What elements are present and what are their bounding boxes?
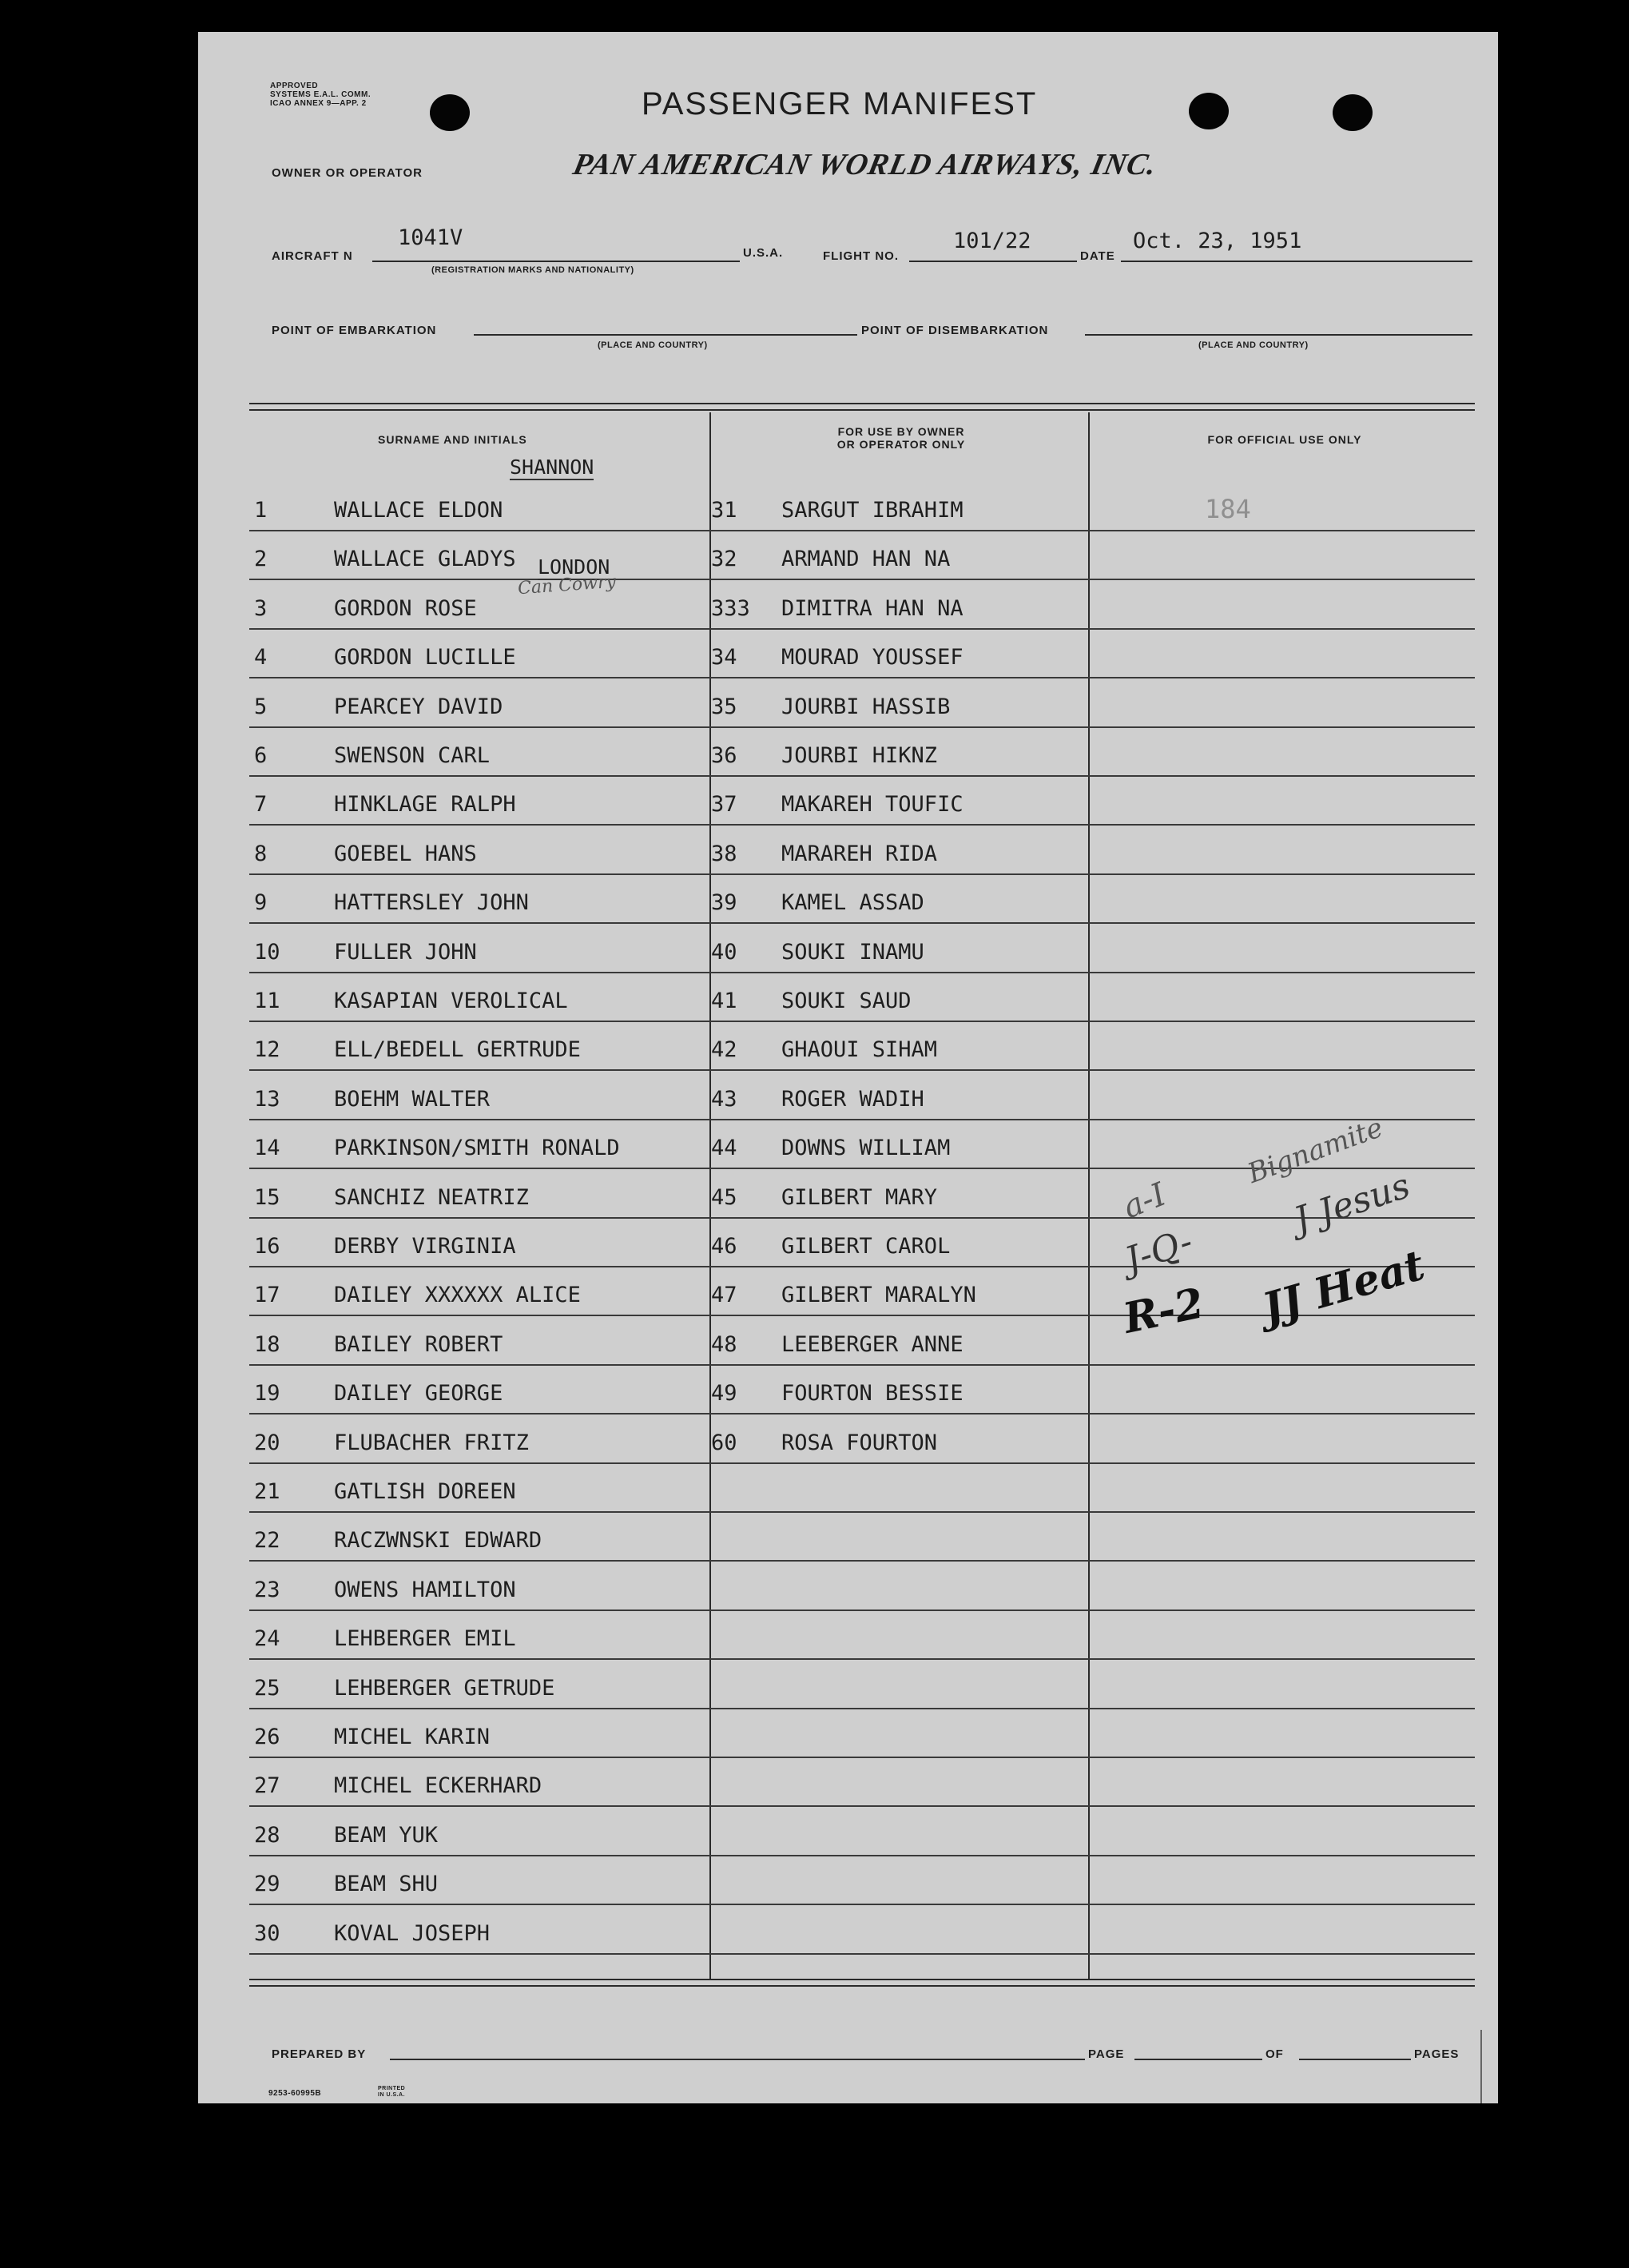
embarkation-label: POINT OF EMBARKATION (272, 324, 437, 337)
row-number: 18 (254, 1331, 280, 1357)
table-row (198, 1479, 1498, 1528)
row-number: 6 (254, 743, 268, 768)
table-row (198, 645, 1498, 694)
row-rule (249, 1855, 1475, 1856)
passenger-name: FLUBACHER FRITZ (334, 1430, 529, 1455)
annotation-shannon: SHANNON (510, 456, 594, 479)
passenger-name-secondary: MOURAD YOUSSEF (781, 645, 963, 670)
passenger-name-secondary: SOUKI INAMU (781, 939, 924, 965)
passenger-name: KOVAL JOSEPH (334, 1920, 491, 1946)
row-number: 24 (254, 1626, 280, 1652)
table-row (198, 547, 1498, 595)
table-row (198, 1872, 1498, 1920)
handwritten-r: R-2 (1118, 1279, 1209, 1343)
row-number: 17 (254, 1283, 280, 1308)
passenger-name: KASAPIAN VEROLICAL (334, 989, 568, 1013)
passenger-name: FULLER JOHN (334, 939, 477, 965)
passenger-name-secondary: ROGER WADIH (781, 1086, 924, 1112)
table-row (198, 1921, 1498, 1970)
row-number-secondary: 37 (711, 792, 737, 818)
disembarkation-label: POINT OF DISEMBARKATION (861, 324, 1049, 337)
flight-label: FLIGHT NO. (823, 249, 899, 263)
table-row (198, 743, 1498, 792)
passenger-name: HINKLAGE RALPH (334, 792, 516, 818)
row-number-secondary: 42 (711, 1037, 737, 1063)
row-number-secondary: 32 (711, 547, 737, 572)
approval-line: APPROVED (270, 82, 319, 90)
row-number: 19 (254, 1381, 280, 1407)
form-code: 9253-60995B (268, 2089, 322, 2098)
manifest-sheet (198, 32, 1498, 2103)
row-rule (249, 628, 1475, 630)
row-rule (249, 1560, 1475, 1562)
column-header-owner (713, 425, 1089, 451)
flight-number: 101/22 (953, 229, 1031, 253)
of-label: OF (1265, 2047, 1284, 2061)
passenger-name-secondary: GILBERT MARY (781, 1184, 938, 1210)
aircraft-sublabel: (REGISTRATION MARKS AND NATIONALITY) (431, 265, 634, 275)
passenger-name: WALLACE ELDON (334, 498, 503, 523)
row-number-secondary: 35 (711, 694, 737, 719)
row-number-secondary: 39 (711, 890, 737, 916)
row-number-secondary: 44 (711, 1136, 737, 1161)
row-number: 12 (254, 1037, 280, 1063)
page-label: PAGE (1088, 2047, 1125, 2061)
passenger-name-secondary: JOURBI HASSIB (781, 694, 951, 719)
passenger-name-secondary: JOURBI HIKNZ (781, 743, 938, 768)
passenger-name-secondary: FOURTON BESSIE (781, 1381, 963, 1407)
table-row (198, 1430, 1498, 1479)
table-row (198, 989, 1498, 1037)
table-row (198, 1676, 1498, 1725)
row-number: 27 (254, 1773, 280, 1799)
row-number-secondary: 36 (711, 743, 737, 768)
passenger-name: DAILEY GEORGE (334, 1381, 503, 1407)
row-rule (249, 1069, 1475, 1071)
row-number: 4 (254, 645, 268, 670)
flight-date: Oct. 23, 1951 (1133, 229, 1302, 253)
row-number-secondary: 47 (711, 1283, 737, 1308)
row-number: 30 (254, 1920, 280, 1946)
passenger-name-secondary: GHAOUI SIHAM (781, 1037, 938, 1063)
row-number: 3 (254, 595, 268, 621)
passenger-name: GORDON ROSE (334, 595, 477, 621)
table-row (198, 1773, 1498, 1822)
passenger-name: BAILEY ROBERT (334, 1331, 503, 1357)
row-rule (249, 1217, 1475, 1219)
usa-label: U.S.A. (743, 246, 784, 260)
passenger-name-secondary: SOUKI SAUD (781, 989, 912, 1013)
row-rule (249, 530, 1475, 531)
table-row (198, 1578, 1498, 1626)
row-number: 11 (254, 989, 280, 1013)
row-number: 29 (254, 1872, 280, 1897)
row-rule (249, 726, 1475, 728)
passenger-name: PEARCEY DAVID (334, 694, 503, 719)
row-number-secondary: 34 (711, 645, 737, 670)
passenger-name: PARKINSON/SMITH RONALD (334, 1136, 620, 1161)
passenger-name: HATTERSLEY JOHN (334, 890, 529, 916)
row-number: 8 (254, 841, 268, 866)
approval-block (270, 82, 371, 108)
row-number-secondary: 49 (711, 1381, 737, 1407)
approval-line: SYSTEMS E.A.L. COMM. (270, 90, 371, 99)
row-rule (249, 873, 1475, 875)
column-header-owner-line: FOR USE BY OWNER (837, 425, 965, 438)
owner-label: OWNER OR OPERATOR (272, 166, 423, 180)
passenger-name: WALLACE GLADYS (334, 547, 516, 572)
passenger-name-secondary: ARMAND HAN NA (781, 547, 951, 572)
passenger-name-secondary: KAMEL ASSAD (781, 890, 924, 916)
passenger-name-secondary: MAKAREH TOUFIC (781, 792, 963, 818)
annotation-london: LONDON (538, 555, 610, 579)
column-header-official: FOR OFFICIAL USE ONLY (1207, 433, 1362, 446)
punch-hole-left (430, 94, 470, 131)
table-row (198, 694, 1498, 743)
row-number-secondary: 46 (711, 1234, 737, 1259)
table-row (198, 842, 1498, 890)
row-rule (249, 824, 1475, 826)
row-number-secondary: 31 (711, 498, 737, 523)
punch-hole-center (1189, 93, 1229, 129)
row-rule (249, 1462, 1475, 1464)
table-row (198, 1381, 1498, 1430)
date-label: DATE (1080, 249, 1115, 263)
passenger-name: GOEBEL HANS (334, 841, 477, 866)
row-rule (249, 1511, 1475, 1513)
row-rule (249, 579, 1475, 580)
passenger-name: BOEHM WALTER (334, 1086, 491, 1112)
form-title: PASSENGER MANIFEST (642, 86, 1038, 121)
passenger-name: DERBY VIRGINIA (334, 1234, 516, 1259)
row-number: 16 (254, 1234, 280, 1259)
row-number: 25 (254, 1675, 280, 1701)
table-row (198, 890, 1498, 939)
row-number: 23 (254, 1577, 280, 1602)
table-row (198, 792, 1498, 841)
row-number: 5 (254, 694, 268, 719)
signature-1: Bignamite (1243, 1111, 1388, 1191)
row-rule (249, 677, 1475, 678)
row-rule (249, 1364, 1475, 1366)
row-number: 26 (254, 1725, 280, 1749)
row-number: 9 (254, 890, 268, 916)
row-number: 7 (254, 792, 268, 818)
row-rule (249, 1413, 1475, 1415)
passenger-name: ELL/BEDELL GERTRUDE (334, 1037, 581, 1063)
row-rule (249, 972, 1475, 973)
row-rule (249, 1805, 1475, 1807)
disembarkation-sublabel: (PLACE AND COUNTRY) (1198, 340, 1309, 350)
row-number: 15 (254, 1184, 280, 1210)
punch-hole-right (1333, 94, 1373, 131)
passenger-name: GORDON LUCILLE (334, 645, 516, 670)
approval-line: ICAO ANNEX 9—APP. 2 (270, 99, 367, 108)
row-number: 28 (254, 1822, 280, 1848)
row-number: 14 (254, 1136, 280, 1161)
row-rule (249, 1609, 1475, 1611)
row-number-secondary: 48 (711, 1331, 737, 1357)
annotation-can-cowry: Can Cowry (517, 571, 617, 599)
passenger-name-secondary: DIMITRA HAN NA (781, 595, 963, 621)
table-row (198, 1528, 1498, 1577)
signature-2: J Jesus (1289, 1165, 1416, 1241)
signature-3: JJ Heat (1257, 1240, 1430, 1334)
passenger-name-secondary: GILBERT MARALYN (781, 1283, 976, 1308)
table-row (198, 498, 1498, 547)
table-row (198, 596, 1498, 645)
table-row (198, 1087, 1498, 1136)
row-number-secondary: 43 (711, 1086, 737, 1112)
row-number: 10 (254, 939, 280, 965)
row-rule (249, 1708, 1475, 1709)
row-number-secondary: 60 (711, 1430, 737, 1455)
row-number: 1 (254, 498, 268, 523)
aircraft-label: AIRCRAFT N (272, 249, 353, 263)
passenger-name: SWENSON CARL (334, 743, 491, 768)
row-number-secondary: 45 (711, 1184, 737, 1210)
row-number: 20 (254, 1430, 280, 1455)
passenger-name: BEAM SHU (334, 1872, 439, 1897)
passenger-name: RACZWNSKI EDWARD (334, 1528, 542, 1554)
row-number-secondary: 40 (711, 939, 737, 965)
embarkation-sublabel: (PLACE AND COUNTRY) (598, 340, 708, 350)
row-rule (249, 775, 1475, 777)
passenger-name: OWENS HAMILTON (334, 1577, 516, 1602)
passenger-name: MICHEL ECKERHARD (334, 1773, 542, 1799)
handwritten-a: a-I (1118, 1176, 1171, 1227)
passenger-name: GATLISH DOREEN (334, 1479, 516, 1504)
handwritten-j: J-Q- (1120, 1221, 1198, 1281)
row-rule (249, 1953, 1475, 1955)
passenger-name: LEHBERGER GETRUDE (334, 1675, 555, 1701)
column-header-surname: SURNAME AND INITIALS (378, 433, 527, 446)
row-number-secondary: 41 (711, 989, 737, 1013)
row-number: 2 (254, 547, 268, 572)
table-row (198, 1626, 1498, 1675)
passenger-name: MICHEL KARIN (334, 1725, 491, 1749)
row-rule (249, 1904, 1475, 1905)
row-number: 21 (254, 1479, 280, 1504)
passenger-name: SANCHIZ NEATRIZ (334, 1184, 529, 1210)
row-rule (249, 1021, 1475, 1022)
prepared-by-label: PREPARED BY (272, 2047, 367, 2061)
table-row (198, 1037, 1498, 1086)
row-number: 13 (254, 1086, 280, 1112)
passenger-name: BEAM YUK (334, 1822, 439, 1848)
table-row (198, 940, 1498, 989)
row-rule (249, 1658, 1475, 1660)
passenger-name: LEHBERGER EMIL (334, 1626, 516, 1652)
column-header-owner-line: OR OPERATOR ONLY (836, 438, 966, 451)
passenger-name-secondary: ROSA FOURTON (781, 1430, 938, 1455)
passenger-name-secondary: MARAREH RIDA (781, 841, 938, 866)
table-row (198, 1332, 1498, 1381)
printed-mark: PRINTED IN U.S.A. (378, 2086, 406, 2098)
table-row (198, 1725, 1498, 1773)
passenger-name-secondary: LEEBERGER ANNE (781, 1331, 963, 1357)
row-number: 22 (254, 1528, 280, 1554)
row-rule (249, 1119, 1475, 1120)
row-rule (249, 1757, 1475, 1758)
passenger-name: DAILEY XXXXXX ALICE (334, 1283, 581, 1308)
table-row (198, 1823, 1498, 1872)
pages-label: PAGES (1414, 2047, 1460, 2061)
row-rule (249, 1266, 1475, 1267)
passenger-name-secondary: DOWNS WILLIAM (781, 1136, 951, 1161)
row-number-secondary: 333 (711, 595, 750, 621)
row-number-secondary: 38 (711, 841, 737, 866)
official-stamp-number: 184 (1205, 494, 1251, 524)
aircraft-registration: 1041V (398, 225, 463, 250)
row-rule (249, 922, 1475, 924)
passenger-name-secondary: GILBERT CAROL (781, 1234, 951, 1259)
operator-name: PAN AMERICAN WORLD AIRWAYS, INC. (570, 148, 1161, 181)
passenger-name-secondary: SARGUT IBRAHIM (781, 498, 963, 523)
